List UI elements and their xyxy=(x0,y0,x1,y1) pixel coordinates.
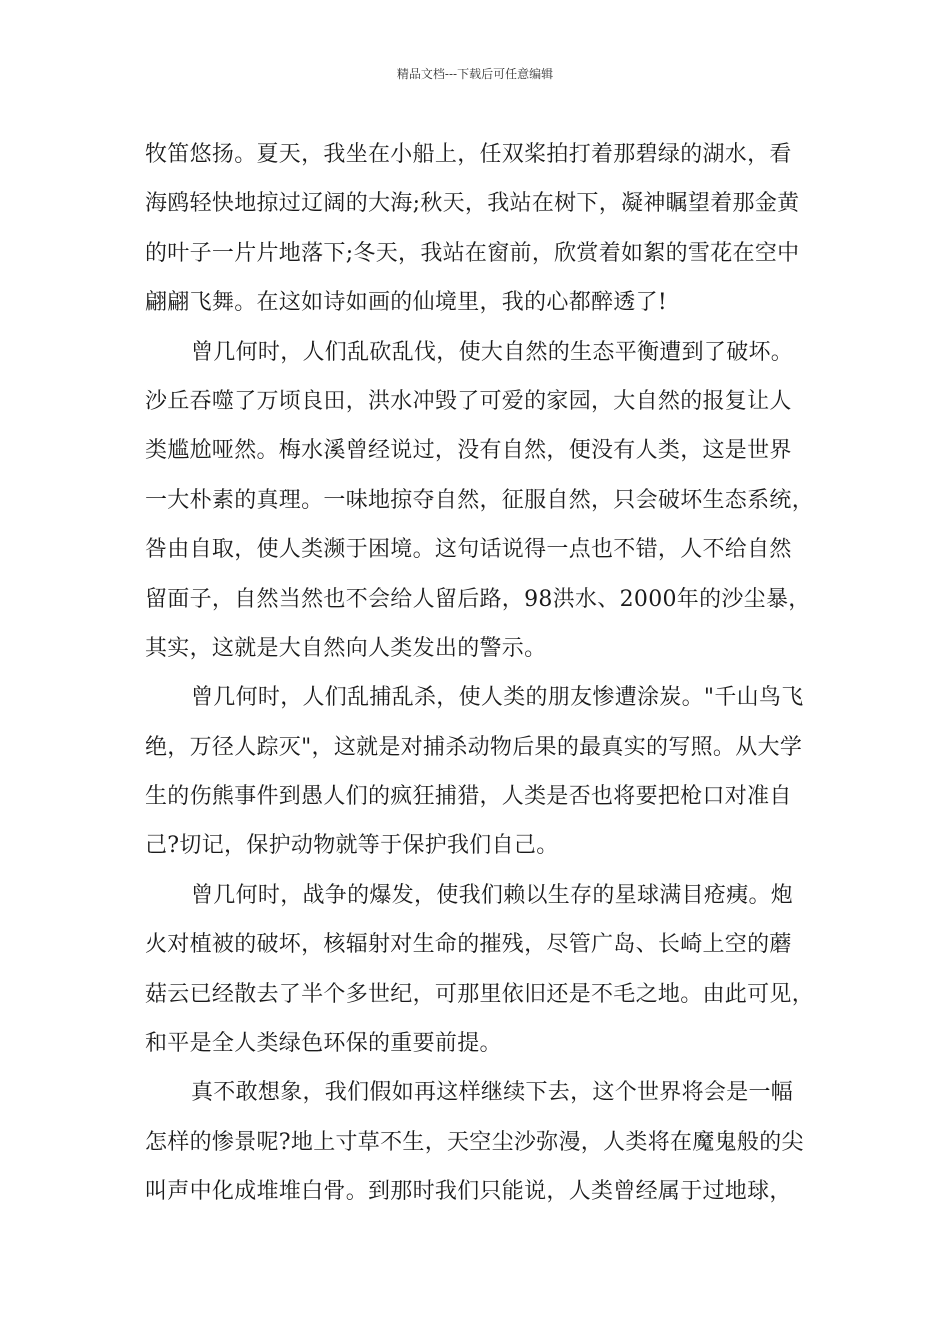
text-line: 类尴尬哑然。梅水溪曾经说过，没有自然，便没有人类，这是世界 xyxy=(145,438,792,464)
text-line: 菇云已经散去了半个多世纪，可那里依旧还是不毛之地。由此可见， xyxy=(145,981,815,1007)
body-text xyxy=(145,130,835,1217)
text-line: 沙丘吞噬了万顷良田，洪水冲毁了可爱的家园，大自然的报复让人 xyxy=(145,388,792,414)
text-line: 己?切记，保护动物就等于保护我们自己。 xyxy=(145,833,559,859)
paragraph-start-line: 真不敢想象，我们假如再这样继续下去，这个世界将会是一幅 xyxy=(191,1080,794,1106)
text-line: 留面子，自然当然也不会给人留后路，98洪水、2000年的沙尘暴， xyxy=(145,586,811,612)
text-line: 火对植被的破坏，核辐射对生命的摧残，尽管广岛、长崎上空的蘑 xyxy=(145,932,792,958)
text-line: 叫声中化成堆堆白骨。到那时我们只能说，人类曾经属于过地球， xyxy=(145,1179,792,1205)
paragraph-start-line: 曾几何时，战争的爆发，使我们赖以生存的星球满目疮痍。炮 xyxy=(191,882,794,908)
paragraph-start-line: 曾几何时，人们乱捕乱杀，使人类的朋友惨遭涂炭。"千山鸟飞 xyxy=(191,685,804,711)
text-line: 牧笛悠扬。夏天，我坐在小船上，任双桨拍打着那碧绿的湖水，看 xyxy=(145,142,792,167)
text-line: 海鸥轻快地掠过辽阔的大海;秋天，我站在树下，凝神瞩望着那金黄 xyxy=(145,191,800,217)
page-header: 精品文档---下载后可任意编辑 xyxy=(396,67,554,81)
text-line: 和平是全人类绿色环保的重要前提。 xyxy=(145,1031,502,1057)
text-line: 怎样的惨景呢?地上寸草不生，天空尘沙弥漫，人类将在魔鬼般的尖 xyxy=(145,1129,804,1155)
text-line: 一大朴素的真理。一味地掠夺自然，征服自然，只会破坏生态系统， xyxy=(145,487,815,513)
text-line: 绝，万径人踪灭"，这就是对捕杀动物后果的最真实的写照。从大学 xyxy=(145,734,803,760)
text-line: 翩翩飞舞。在这如诗如画的仙境里，我的心都醉透了! xyxy=(145,290,668,316)
text-line: 其实，这就是大自然向人类发出的警示。 xyxy=(145,635,547,661)
paragraph-start-line: 曾几何时，人们乱砍乱伐，使大自然的生态平衡遭到了破坏。 xyxy=(191,339,794,365)
text-line: 咎由自取，使人类濒于困境。这句话说得一点也不错，人不给自然 xyxy=(145,537,792,563)
text-line: 的叶子一片片地落下;冬天，我站在窗前，欣赏着如絮的雪花在空中 xyxy=(145,240,800,266)
text-line: 生的伤熊事件到愚人们的疯狂捕猎，人类是否也将要把枪口对准自 xyxy=(145,784,792,810)
